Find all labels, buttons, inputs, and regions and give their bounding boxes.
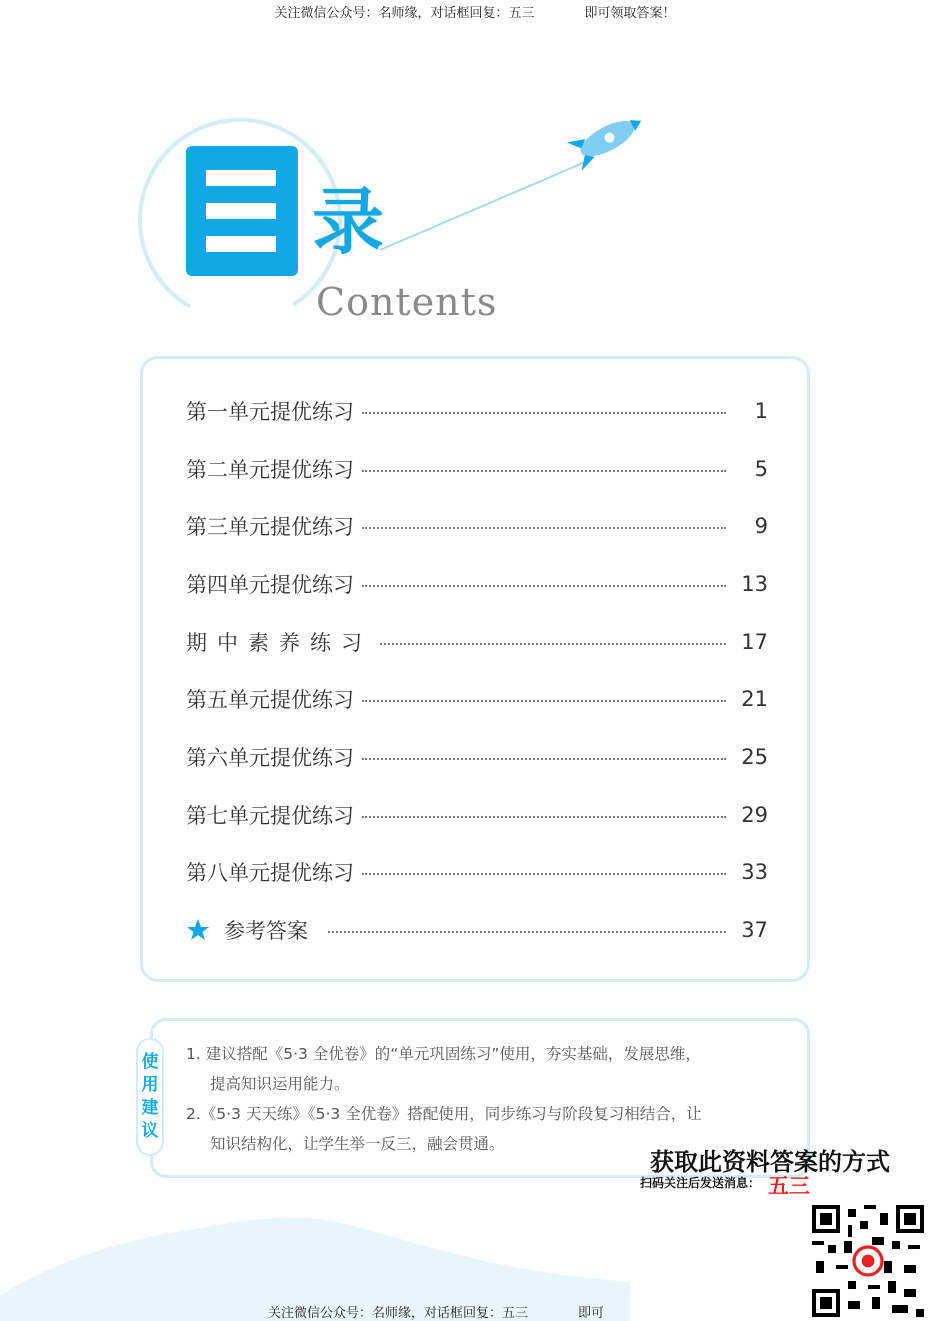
toc-entry[interactable]	[186, 396, 768, 426]
top-banner-suffix: 即可领取答案！	[584, 6, 676, 21]
toc-leader	[362, 585, 726, 587]
toc-entry-title: 期中素养练习	[186, 631, 372, 655]
promo-keyword: 五三	[768, 1174, 810, 1198]
toc-entry[interactable]	[186, 569, 768, 599]
toc-leader	[362, 412, 726, 414]
usage-advice-tab: 使 用 建 议	[136, 1038, 164, 1156]
toc-leader	[362, 527, 726, 529]
title-main-glyph	[186, 146, 298, 276]
toc-entry[interactable]	[186, 684, 768, 714]
toc-panel	[140, 356, 810, 982]
toc-entry-title: 第二单元提优练习	[186, 458, 354, 482]
toc-entry-page: 29	[741, 803, 768, 827]
advice-line: 知识结构化，让学生举一反三，融会贯通。	[210, 1135, 505, 1153]
toc-leader	[362, 816, 726, 818]
toc-entry-page: 13	[741, 572, 768, 596]
toc-leader	[362, 700, 726, 702]
top-banner-text: 关注微信公众号：名师缘，对话框回复：五三	[274, 6, 535, 21]
qr-code-icon[interactable]	[812, 1205, 924, 1317]
toc-entry-title: 第六单元提优练习	[186, 746, 354, 770]
bottom-banner	[268, 1302, 604, 1321]
toc-entry-page: 9	[754, 514, 768, 538]
toc-entry[interactable]	[186, 511, 768, 541]
toc-entry-page: 1	[754, 399, 768, 423]
contents-subtitle: Contents	[316, 280, 498, 324]
toc-leader	[328, 931, 726, 933]
toc-entry[interactable]	[186, 800, 768, 830]
toc-leader	[380, 643, 726, 645]
toc-entry-title: 参考答案	[224, 919, 308, 943]
toc-entry-page: 21	[741, 687, 768, 711]
toc-entry-page: 17	[741, 630, 768, 654]
toc-entry[interactable]	[186, 857, 768, 887]
toc-entry[interactable]	[186, 454, 768, 484]
top-banner	[0, 2, 950, 21]
title-second-glyph: 录	[312, 180, 387, 264]
toc-entry[interactable]	[186, 742, 768, 772]
bottom-banner-suffix: 即可	[578, 1306, 605, 1321]
toc-entry-page: 5	[754, 457, 768, 481]
promo-subtitle: 扫码关注后发送消息：	[640, 1176, 761, 1190]
toc-entry[interactable]	[186, 627, 768, 657]
toc-entry-page: 25	[741, 745, 768, 769]
toc-entry-answers[interactable]	[186, 915, 768, 945]
toc-leader	[362, 873, 726, 875]
bottom-banner-text: 关注微信公众号：名师缘，对话框回复：五三	[268, 1306, 529, 1321]
advice-line: 1. 建议搭配《5·3 全优卷》的“单元巩固练习”使用，夯实基础，发展思维，	[186, 1045, 701, 1063]
toc-leader	[362, 470, 726, 472]
advice-line: 2.《5·3 天天练》《5·3 全优卷》搭配使用，同步练习与阶段复习相结合，让	[186, 1105, 702, 1123]
toc-leader	[362, 758, 726, 760]
toc-entry-title: 第三单元提优练习	[186, 515, 354, 539]
star-icon	[186, 918, 210, 942]
advice-line: 提高知识运用能力。	[210, 1075, 350, 1093]
toc-entry-title: 第五单元提优练习	[186, 688, 354, 712]
toc-entry-title: 第四单元提优练习	[186, 573, 354, 597]
toc-entry-page: 37	[741, 918, 768, 942]
toc-entry-page: 33	[741, 860, 768, 884]
toc-entry-title: 第八单元提优练习	[186, 861, 354, 885]
toc-entry-title: 第七单元提优练习	[186, 804, 354, 828]
toc-entry-title: 第一单元提优练习	[186, 400, 354, 424]
promo-title: 获取此资料答案的方式	[650, 1148, 890, 1176]
rocket-icon	[567, 110, 649, 171]
